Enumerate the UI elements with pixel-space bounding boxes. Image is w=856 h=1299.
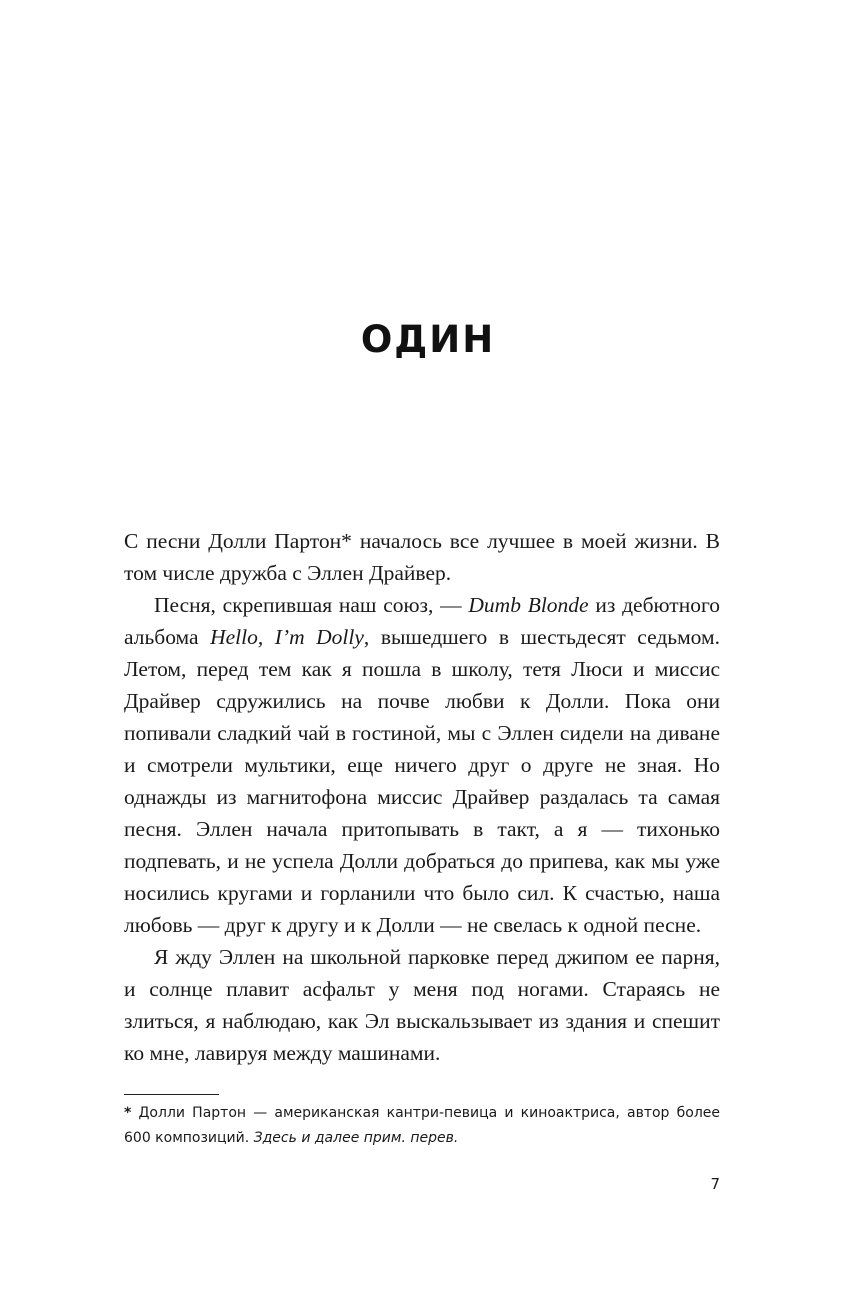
paragraph-2-text-start: Песня, скрепившая наш союз, — — [154, 593, 469, 617]
paragraph-2-text-middle: из дебютного альбома — [124, 593, 720, 649]
paragraph-2-text-end: , вышедшего в шестьдесят седьмом. Летом, перед тем как я пошла в школу, тетя Люси и миссис Драйвер сдружились на почве любви к Долли. Пока они попивали сладкий чай в гостиной, мы с Эллен сидели на диване и смотрели мультики, еще ничего друг о друге не зная. Но однажды из магнитофона миссис Драйвер раздалась та самая песня. Эллен начала притопывать в такт, а я — тихонько подпевать, и не успела Долли добраться до припева, как мы уже носились кругами и горланили что было сил. К счастью, наша любовь — друг к другу и к Долли — не свелась к одной песне. — [124, 625, 720, 937]
page-number: 7 — [710, 1175, 720, 1193]
footnote-mark: * — [124, 1105, 132, 1121]
paragraph-1 — [124, 525, 720, 589]
paragraph-3: Я жду Эллен на школьной парковке перед джипом ее парня, и солнце плавит асфальт у меня под ногами. Стараясь не злиться, я наблюдаю, как Эл выскальзывает из здания и спешит ко мне, лавируя между машинами. — [124, 945, 720, 1065]
footnote-text: Долли Партон — американская кантри-певица и киноактриса, автор более 600 композиций. — [124, 1105, 720, 1146]
paragraph-1-text-end: началось все лучшее в моей жизни. В том числе дружба с Эллен Драйвер. — [124, 529, 720, 585]
footnote-reference-mark: * — [341, 529, 352, 553]
footnote — [124, 1101, 720, 1151]
song-title: Dumb Blonde — [468, 593, 589, 617]
body-text — [124, 525, 720, 1069]
paragraph-2 — [124, 589, 720, 941]
album-title: Hello, I’m Dolly — [210, 625, 364, 649]
footnote-translator-note: Здесь и далее прим. перев. — [253, 1130, 459, 1146]
paragraph-1-text-start: С песни Долли Партон — [124, 529, 342, 553]
chapter-title: ОДИН — [360, 318, 496, 361]
footnote-divider — [124, 1094, 219, 1095]
